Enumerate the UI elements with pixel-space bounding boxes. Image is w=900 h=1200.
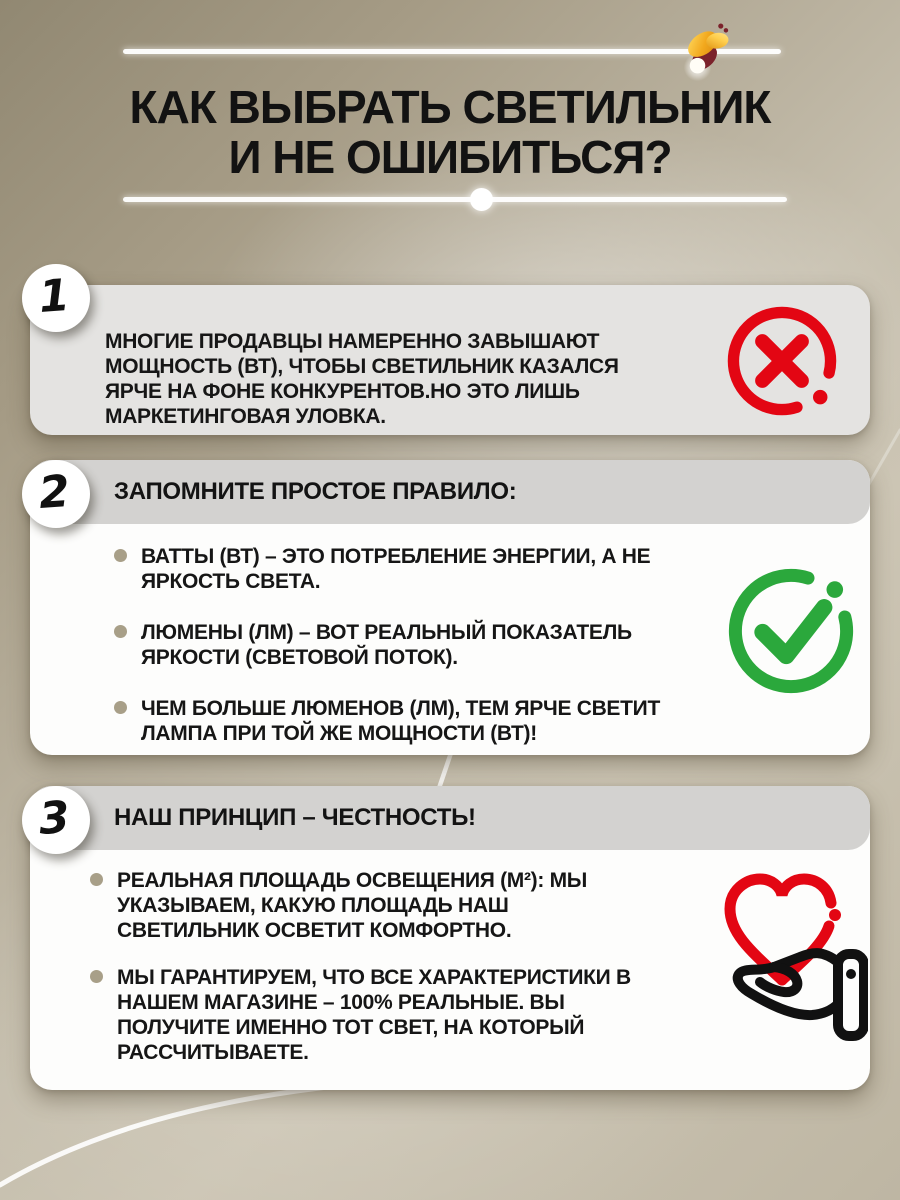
firefly-icon <box>681 20 733 82</box>
bullet-dot-icon <box>90 970 103 983</box>
bullet-text: ВАТТЫ (ВТ) – ЭТО ПОТРЕБЛЕНИЕ ЭНЕРГИИ, А НЕ ЯРКОСТЬ СВЕТА. <box>141 545 651 593</box>
section-card-3 <box>30 786 870 1090</box>
section2-header-bar <box>30 460 870 524</box>
bullet-text: МЫ ГАРАНТИРУЕМ, ЧТО ВСЕ ХАРАКТЕРИСТИКИ В НАШЕМ МАГАЗИНЕ – 100% РЕАЛЬНЫЕ. ВЫ ПОЛУЧИТЕ ИМЕННО ТОТ СВЕТ, НА КОТОРЫЙ РАССЧИТЫВАЕТЕ. <box>117 966 631 1064</box>
section-card-2 <box>30 460 870 755</box>
page-title-line2: И НЕ ОШИБИТЬСЯ? <box>228 131 672 183</box>
bullet-item <box>114 696 699 746</box>
section2-heading: ЗАПОМНИТЕ ПРОСТОЕ ПРАВИЛО: <box>114 478 517 505</box>
section3-heading: НАШ ПРИНЦИП – ЧЕСТНОСТЬ! <box>114 804 476 831</box>
section3-bullet-list <box>90 868 635 1065</box>
bullet-item <box>114 544 699 594</box>
section2-number-badge <box>22 460 90 528</box>
heart-in-hand-icon <box>696 862 868 1054</box>
bullet-text: ЛЮМЕНЫ (ЛМ) – ВОТ РЕАЛЬНЫЙ ПОКАЗАТЕЛЬ ЯРКОСТИ (СВЕТОВОЙ ПОТОК). <box>141 621 632 669</box>
bullet-dot-icon <box>114 549 127 562</box>
section2-number: 2 <box>36 465 72 519</box>
check-circle-icon <box>720 560 862 702</box>
bullet-dot-icon <box>114 625 127 638</box>
section1-number: 1 <box>36 269 72 323</box>
divider-line-bottom <box>123 197 787 202</box>
bullet-text: ЧЕМ БОЛЬШЕ ЛЮМЕНОВ (ЛМ), ТЕМ ЯРЧЕ СВЕТИТ ЛАМПА ПРИ ТОЙ ЖЕ МОЩНОСТИ (ВТ)! <box>141 697 660 745</box>
section3-number-badge <box>22 786 90 854</box>
page-title-line1: КАК ВЫБРАТЬ СВЕТИЛЬНИК <box>129 81 771 133</box>
bullet-item <box>90 965 635 1065</box>
section2-bullet-list <box>114 544 699 746</box>
divider-dot <box>470 188 493 211</box>
section3-number: 3 <box>36 791 72 845</box>
bullet-item <box>114 620 699 670</box>
bullet-dot-icon <box>114 701 127 714</box>
bullet-text: РЕАЛЬНАЯ ПЛОЩАДЬ ОСВЕЩЕНИЯ (М²): МЫ УКАЗЫВАЕМ, КАКУЮ ПЛОЩАДЬ НАШ СВЕТИЛЬНИК ОСВЕТИТ КОМФОРТНО. <box>117 869 588 942</box>
bullet-dot-icon <box>90 873 103 886</box>
page-title <box>0 82 900 182</box>
section3-header-bar <box>30 786 870 850</box>
section1-number-badge <box>22 264 90 332</box>
cross-circle-icon <box>720 299 844 423</box>
bullet-item <box>90 868 635 943</box>
section1-text: МНОГИЕ ПРОДАВЦЫ НАМЕРЕННО ЗАВЫШАЮТ МОЩНОСТЬ (ВТ), ЧТОБЫ СВЕТИЛЬНИК КАЗАЛСЯ ЯРЧЕ НА ФОНЕ КОНКУРЕНТОВ.НО ЭТО ЛИШЬ МАРКЕТИНГОВАЯ УЛОВКА. <box>105 330 619 428</box>
section-card-1 <box>30 285 870 435</box>
